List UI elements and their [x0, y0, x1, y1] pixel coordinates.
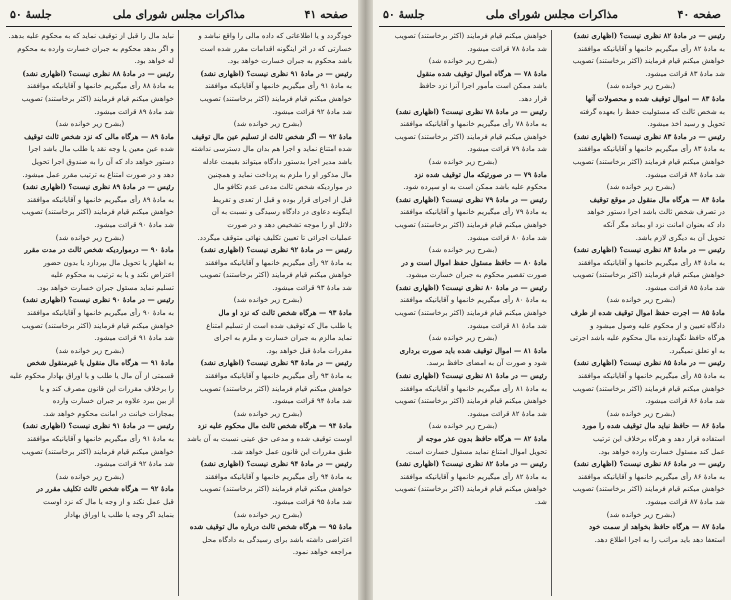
speaker-line: رئیس — در مادهٔ ۹۴ نظری نیست؟ (اظهاری نشد) [200, 459, 352, 469]
article-heading: مادهٔ ۹۴ — هرگاه شخص ثالث مال محکوم علیه نزد [197, 421, 352, 431]
body-text: خودگردد و یا اطلاعاتی که داده مالی را واقع نباشد و [198, 31, 352, 40]
body-text: به مادهٔ ۹۱ رأی میگیریم خانمها و آقایانیکه موافقند [26, 434, 174, 443]
body-text: عملیات اجرائی تا تعیین تکلیف نهائی متوقف میگردد. [197, 232, 352, 242]
body-text: به مادهٔ ۹۴ رأی میگیریم خانمها و آقایانیکه موافقند [204, 471, 352, 481]
speaker-line: رئیس — در مادهٔ ۹۰ نظری نیست؟ (اظهاری نشد) [22, 295, 174, 305]
article-heading: مادهٔ ۸۷ — هرگاه حافظ بخواهد از سمت خود [589, 522, 725, 532]
body-text: قبل از اجرای قرار بوده و قبل از تعدی و تفریط [212, 194, 352, 204]
body-text: صورت تقصیر محکوم به جبران خسارت میشود. [405, 270, 547, 280]
body-text: شد مادهٔ ۸۰ قرائت میشود. [467, 232, 547, 242]
stage-note: (بشرح زیر خوانده شد) [428, 333, 498, 343]
session-number: جلسهٔ ۵۰ [383, 8, 425, 21]
body-text: به مادهٔ ۷۹ رأی میگیریم خانمها و آقایانیکه موافقند [399, 207, 547, 217]
body-text: خواهش میکنم قیام فرمایند (اکثر برخاستند) تصویب [572, 270, 725, 280]
text-column [557, 30, 725, 596]
body-text: خواهش میکنم قیام فرمایند (اکثر برخاستند) تصویب [21, 93, 174, 103]
stage-note: (بشرح زیر خوانده شد) [606, 295, 676, 305]
body-text: به مادهٔ ۸۶ رأی میگیریم خانمها و آقایانیکه موافقند [577, 471, 725, 481]
body-text: به مادهٔ ۸۲ رأی میگیریم خانمها و آقایانیکه موافقند [399, 471, 547, 481]
article-heading: مادهٔ ۸۳ — اموال توقیف شده و محصولات آنها [585, 93, 725, 103]
body-text: قبل عمل نکند و از وجه یا مال که نزد اوست [43, 496, 174, 506]
speaker-line: رئیس — در مادهٔ ۸۵ نظری نیست؟ (اظهاری نشد) [573, 358, 725, 368]
body-text: مال مذکور او را ملزم به پرداخت نماید و همچنین [207, 169, 352, 179]
speaker-line: رئیس — در مادهٔ ۹۱ نظری نیست؟ (اظهاری نشد) [200, 68, 352, 78]
header-rule [379, 26, 725, 27]
speaker-line: رئیس — در مادهٔ ۸۶ نظری نیست؟ (اظهاری نشد) [573, 459, 725, 469]
text-column [6, 30, 174, 596]
body-text: به مادهٔ ۹۲ رأی میگیریم خانمها و آقایانیکه موافقند [204, 257, 352, 267]
body-text: به مادهٔ ۹۱ رأی میگیریم خانمها و آقایانیکه موافقند [204, 81, 352, 91]
body-text: شد مادهٔ ۹۲ قرائت میشود. [94, 459, 174, 469]
speaker-line: رئیس — در مادهٔ ۸۳ نظری نیست؟ (اظهاری نشد) [573, 131, 725, 141]
stage-note: (بشرح زیر خوانده شد) [606, 509, 676, 519]
body-text: دلائل او را موجه تشخیص دهد و در صورت [227, 219, 352, 229]
article-heading: مادهٔ ۸۹ — هرگاه مالی که نزد شخص ثالث توقیف [24, 131, 174, 141]
speaker-line: رئیس — در مادهٔ ۷۸ نظری نیست؟ (اظهاری نشد) [395, 106, 547, 116]
speaker-line: رئیس — در مادهٔ ۸۰ نظری نیست؟ (اظهاری نشد) [395, 282, 547, 292]
stage-note: (بشرح زیر خوانده شد) [233, 119, 303, 129]
body-text: به مادهٔ ۹۳ رأی میگیریم خانمها و آقایانیکه موافقند [204, 371, 352, 381]
body-text: به مادهٔ ۸۹ رأی میگیریم خانمها و آقایانیکه موافقند [26, 194, 174, 204]
stage-note: (بشرح زیر خوانده شد) [428, 245, 498, 255]
stage-note: (بشرح زیر خوانده شد) [233, 295, 303, 305]
body-text: خواهش میکنم قیام فرمایند (اکثر برخاستند) تصویب [394, 219, 547, 229]
body-text: خسارتی که در اثر اینگونه اقدامات مقرر شده است [200, 43, 352, 53]
stage-note: (بشرح زیر خوانده شد) [428, 156, 498, 166]
article-heading: مادهٔ ۷۹ — در صورتیکه مال توقیف شده نزد [414, 169, 547, 179]
body-text: شد مادهٔ ۸۶ قرائت میشود. [645, 396, 725, 406]
session-number: جلسهٔ ۵۰ [10, 8, 52, 21]
text-column [379, 30, 547, 596]
body-text: شود و صورت آن به امضای حافظ برسد. [426, 358, 547, 368]
body-text: خواهش میکنم قیام فرمایند (اکثر برخاستند) تصویب [394, 396, 547, 406]
body-text: خواهش میکنم قیام فرمایند (اکثر برخاستند) تصویب [572, 484, 725, 494]
body-text: شد مادهٔ ۹۵ قرائت میشود. [272, 496, 352, 506]
body-text: به او تعلق نمیگیرد. [669, 345, 725, 355]
article-heading: مادهٔ ۹۱ — هرگاه مال منقول یا غیرمنقول شخص [26, 358, 174, 368]
body-text: را برخلاف مقررات این قانون مصرف کند و یا [39, 383, 174, 393]
body-text: شد مادهٔ ۸۷ قرائت میشود. [645, 496, 725, 506]
body-text: شد مادهٔ ۹۴ قرائت میشود. [272, 396, 352, 406]
body-text: دهد و در صورت امتناع به ترتیب مقرر عمل میشود. [22, 169, 174, 179]
body-text: شد مادهٔ ۹۳ قرائت میشود. [272, 282, 352, 292]
body-text: و اگر بدهد محکوم به جبران خسارت وارده به محکوم [17, 43, 174, 53]
body-text: تحویل آن به دیگری لازم باشد. [635, 232, 725, 242]
article-heading: مادهٔ ۹۳ — هرگاه شخص ثالث که نزد او مال [218, 308, 352, 318]
page-number: صفحه ۴۰ [677, 8, 721, 21]
speaker-line: رئیس — در مادهٔ ۹۱ نظری نیست؟ (اظهاری نشد) [22, 421, 174, 431]
body-text: در تصرف شخص ثالث باشد اجرا دستور خواهد [587, 207, 725, 217]
page-header [6, 6, 352, 28]
body-text: به مادهٔ ۸۸ رأی میگیریم خانمها و آقایانیکه موافقند [26, 81, 174, 91]
article-heading: مادهٔ ۸۲ — هرگاه حافظ بدون عذر موجه از [417, 434, 547, 443]
body-text: مقررات مادهٔ قبل خواهد بود. [266, 345, 352, 355]
body-text: شد مادهٔ ۸۹ قرائت میشود. [94, 106, 174, 116]
body-text: خواهش میکنم قیام فرمایند (اکثر برخاستند) تصویب [199, 484, 352, 494]
body-text: خواهش میکنم قیام فرمایند (اکثر برخاستند) تصویب [21, 446, 174, 456]
body-text: محکوم علیه باشد ممکن است به او سپرده شود. [403, 182, 547, 192]
body-text: به مادهٔ ۷۸ رأی میگیریم خانمها و آقایانیکه موافقند [399, 119, 547, 129]
body-text: مراجعه خواهد نمود. [292, 547, 352, 557]
body-text: از بین ببرد علاوه بر جبران خسارت وارده [52, 396, 174, 406]
page-header [379, 6, 725, 28]
body-text: خواهش میکنم قیام فرمایند (اکثر برخاستند) تصویب [199, 383, 352, 393]
article-heading: مادهٔ ۹۲ — هرگاه شخص ثالث تکلیف مقرر در [36, 484, 174, 494]
body-text: دستور خواهد داد که آن را به صندوق اجرا تحویل [31, 156, 174, 166]
body-text: خواهش میکنم قیام فرمایند (اکثر برخاستند) تصویب [394, 31, 547, 40]
page-left [0, 0, 358, 600]
stage-note: (بشرح زیر خوانده شد) [55, 345, 125, 355]
body-text: خواهش میکنم قیام فرمایند (اکثر برخاستند) تصویب [394, 308, 547, 318]
column-divider [178, 30, 179, 596]
header-rule [6, 26, 352, 27]
body-text: شد مادهٔ ۹۰ قرائت میشود. [94, 219, 174, 229]
stage-note: (بشرح زیر خوانده شد) [606, 182, 676, 192]
body-text: شد مادهٔ ۷۹ قرائت میشود. [467, 144, 547, 154]
stage-note: (بشرح زیر خوانده شد) [55, 471, 125, 481]
body-text: خواهش میکنم قیام فرمایند (اکثر برخاستند) تصویب [21, 207, 174, 217]
body-text: باشد مدیر اجرا بدستور دادگاه میتواند بقیمت عادله [202, 156, 352, 166]
body-text: نماید مالزم به جبران خسارت و ملزم به اجرای [213, 333, 352, 343]
body-text: در مواردیکه شخص ثالث مدعی عدم تکافو مال [213, 182, 352, 192]
body-text: استفاده قرار دهد و هرگاه برخلاف این ترتیب [592, 434, 725, 443]
body-text: شد مادهٔ ۸۱ قرائت میشود. [467, 320, 547, 330]
body-text: باشد ممکن است مأمور اجرا آنرا نزد حافظ [419, 81, 547, 91]
speaker-line: رئیس — در مادهٔ ۹۳ نظری نیست؟ (اظهاری نشد) [200, 358, 352, 368]
page-number: صفحه ۴۱ [304, 8, 348, 21]
stage-note: (بشرح زیر خوانده شد) [428, 56, 498, 66]
body-text: خواهش میکنم قیام فرمایند (اکثر برخاستند) تصویب [21, 320, 174, 330]
article-heading: مادهٔ ۹۲ — اگر شخص ثالث از تسلیم عین مال توقیف [191, 131, 352, 141]
body-text: خواهش میکنم قیام فرمایند (اکثر برخاستند) تصویب [572, 383, 725, 393]
stage-note: (بشرح زیر خوانده شد) [606, 408, 676, 418]
speaker-line: رئیس — در مادهٔ ۸۴ نظری نیست؟ (اظهاری نشد) [573, 245, 725, 255]
stage-note: (بشرح زیر خوانده شد) [55, 232, 125, 242]
body-text: تحویل و رسید اخذ میشود. [647, 119, 725, 129]
speaker-line: رئیس — در مادهٔ ۹۲ نظری نیست؟ (اظهاری نشد) [200, 245, 352, 255]
body-text: شد مادهٔ ۹۲ قرائت میشود. [272, 106, 352, 116]
article-heading: مادهٔ ۸۴ — هرگاه مال منقول در موقع توقیف [589, 194, 725, 204]
body-text: دادگاه تعیین و از محکوم علیه وصول میشود و [590, 320, 725, 330]
body-text: شد مادهٔ ۸۳ قرائت میشود. [645, 68, 725, 78]
stage-note: (بشرح زیر خوانده شد) [233, 509, 303, 519]
body-text: تحویل اموال امتناع نماید مسئول خسارت است. [405, 446, 547, 456]
speaker-line: رئیس — در مادهٔ ۸۲ نظری نیست؟ (اظهاری نشد) [573, 31, 725, 40]
body-text: به مادهٔ ۸۵ رأی میگیریم خانمها و آقایانیکه موافقند [577, 371, 725, 381]
speaker-line: رئیس — در مادهٔ ۸۸ نظری نیست؟ (اظهاری نشد) [22, 68, 174, 78]
body-text: به مادهٔ ۸۲ رأی میگیریم خانمها و آقایانیکه موافقند [577, 43, 725, 53]
body-text: به اظهار یا تحویل مال بپردازد یا بدون حضور [43, 257, 174, 267]
body-text: شده عین معین یا وجه نقد یا طلب مال باشد اجرا [28, 144, 174, 154]
speaker-line: رئیس — در مادهٔ ۸۹ نظری نیست؟ (اظهاری نشد) [22, 182, 174, 192]
body-text: داد که بعنوان امانت نزد او بماند مگر آنکه [602, 219, 725, 229]
body-text: به مادهٔ ۸۳ رأی میگیریم خانمها و آقایانیکه موافقند [577, 144, 725, 154]
body-text: باشد محکوم به جبران خسارت خواهد بود. [227, 56, 352, 66]
body-text: اعتراضی داشته باشد برای رسیدگی به دادگاه محل [202, 534, 352, 544]
speaker-line: رئیس — در مادهٔ ۸۱ نظری نیست؟ (اظهاری نشد) [395, 371, 547, 381]
body-text: خواهش میکنم قیام فرمایند (اکثر برخاستند) تصویب [199, 270, 352, 280]
body-text: خواهش میکنم قیام فرمایند (اکثر برخاستند) تصویب [394, 131, 547, 141]
article-heading: مادهٔ ۷۸ — هرگاه اموال توقیف شده منقول [416, 68, 547, 78]
body-text: خواهش میکنم قیام فرمایند (اکثر برخاستند) تصویب [572, 56, 725, 66]
body-text: خواهش میکنم قیام فرمایند (اکثر برخاستند) تصویب [394, 484, 547, 494]
body-text: عمل کند مسئول خسارت وارده خواهد بود. [598, 446, 725, 456]
article-heading: مادهٔ ۸۵ — اجرت حفظ اموال توقیف شده از طرف [570, 308, 725, 318]
body-text: شد مادهٔ ۷۸ قرائت میشود. [467, 43, 547, 53]
publication-title: مذاکرات مجلس شورای ملی [112, 8, 246, 21]
body-text: هرگاه حافظ نگهدارنده مال محکوم علیه باشد اجرتی [569, 333, 725, 343]
article-heading: مادهٔ ۹۰ — درمواردیکه شخص ثالث در مدت مقرر [24, 245, 174, 255]
body-text: به شخص ثالث که مسئولیت حفظ را بعهده گرفته [579, 106, 725, 116]
article-heading: مادهٔ ۸۰ — حافظ مسئول حفظ اموال است و در [401, 257, 547, 267]
body-text: استعفا دهد باید مراتب را به اجرا اطلاع دهد. [594, 534, 725, 544]
body-text: به مادهٔ ۹۰ رأی میگیریم خانمها و آقایانیکه موافقند [26, 308, 174, 318]
stage-note: (بشرح زیر خوانده شد) [55, 119, 125, 129]
stage-note: (بشرح زیر خوانده شد) [606, 81, 676, 91]
body-text: له خواهد بود. [134, 56, 174, 66]
article-heading: مادهٔ ۸۶ — حافظ نباید مال توقیف شده را مورد [582, 421, 725, 431]
body-text: اینگونه دعاوی در دادگاه رسیدگی و نسبت به آن [211, 207, 352, 217]
body-text: به مادهٔ ۸۱ رأی میگیریم خانمها و آقایانیکه موافقند [399, 383, 547, 393]
body-text: خواهش میکنم قیام فرمایند (اکثر برخاستند) تصویب [199, 93, 352, 103]
body-text: شد مادهٔ ۸۲ قرائت میشود. [467, 408, 547, 418]
book-gutter [358, 0, 373, 600]
body-text: شد مادهٔ ۸۴ قرائت میشود. [645, 169, 725, 179]
body-text: تسلیم نماید مسئول جبران خسارت خواهد بود. [37, 282, 174, 292]
article-heading: مادهٔ ۸۱ — اموال توقیف شده باید صورت برداری [399, 345, 547, 355]
body-text: قسمتی از آن مال یا طلب و یا اوراق بهادار محکوم علیه [9, 371, 174, 381]
body-text: شد. [534, 496, 547, 506]
speaker-line: رئیس — در مادهٔ ۸۲ نظری نیست؟ (اظهاری نشد) [395, 459, 547, 469]
stage-note: (بشرح زیر خوانده شد) [233, 408, 303, 418]
column-divider [551, 30, 552, 596]
body-text: شد مادهٔ ۹۱ قرائت میشود. [94, 333, 174, 343]
page-right [373, 0, 731, 600]
body-text: بمجازات خیانت در امانت محکوم خواهد شد. [43, 408, 174, 418]
article-heading: مادهٔ ۹۵ — هرگاه شخص ثالث درباره مال توقیف شده [189, 522, 352, 532]
text-column [184, 30, 352, 596]
body-text: نباید مال را قبل از توقیف نماید که به محکوم علیه بدهد. [8, 31, 174, 40]
body-text: شد مادهٔ ۸۵ قرائت میشود. [645, 282, 725, 292]
body-text: بنماید اگر وجه یا طلب یا اوراق بهادار [64, 509, 174, 519]
speaker-line: رئیس — در مادهٔ ۷۹ نظری نیست؟ (اظهاری نشد) [395, 194, 547, 204]
body-text: اعتراض نکند و یا به ترتیب به محکوم علیه [50, 270, 174, 280]
stage-note: (بشرح زیر خوانده شد) [428, 421, 498, 431]
publication-title: مذاکرات مجلس شورای ملی [485, 8, 619, 21]
body-text: شده امتناع نماید و اجرا هم بدان مال دسترسی نداشته [191, 144, 352, 154]
body-text: اوست توقیف شده و مدعی حق عینی نسبت به آن باشد [187, 434, 352, 443]
body-text: یا طلب مال که توقیف شده است از تسلیم امتناع [206, 320, 352, 330]
body-text: به مادهٔ ۸۰ رأی میگیریم خانمها و آقایانیکه موافقند [399, 295, 547, 305]
body-text: به مادهٔ ۸۴ رأی میگیریم خانمها و آقایانیکه موافقند [577, 257, 725, 267]
body-text: طبق مقررات این قانون عمل خواهد شد. [230, 446, 352, 456]
body-text: خواهش میکنم قیام فرمایند (اکثر برخاستند) تصویب [572, 156, 725, 166]
body-text: قرار دهد. [518, 93, 547, 103]
